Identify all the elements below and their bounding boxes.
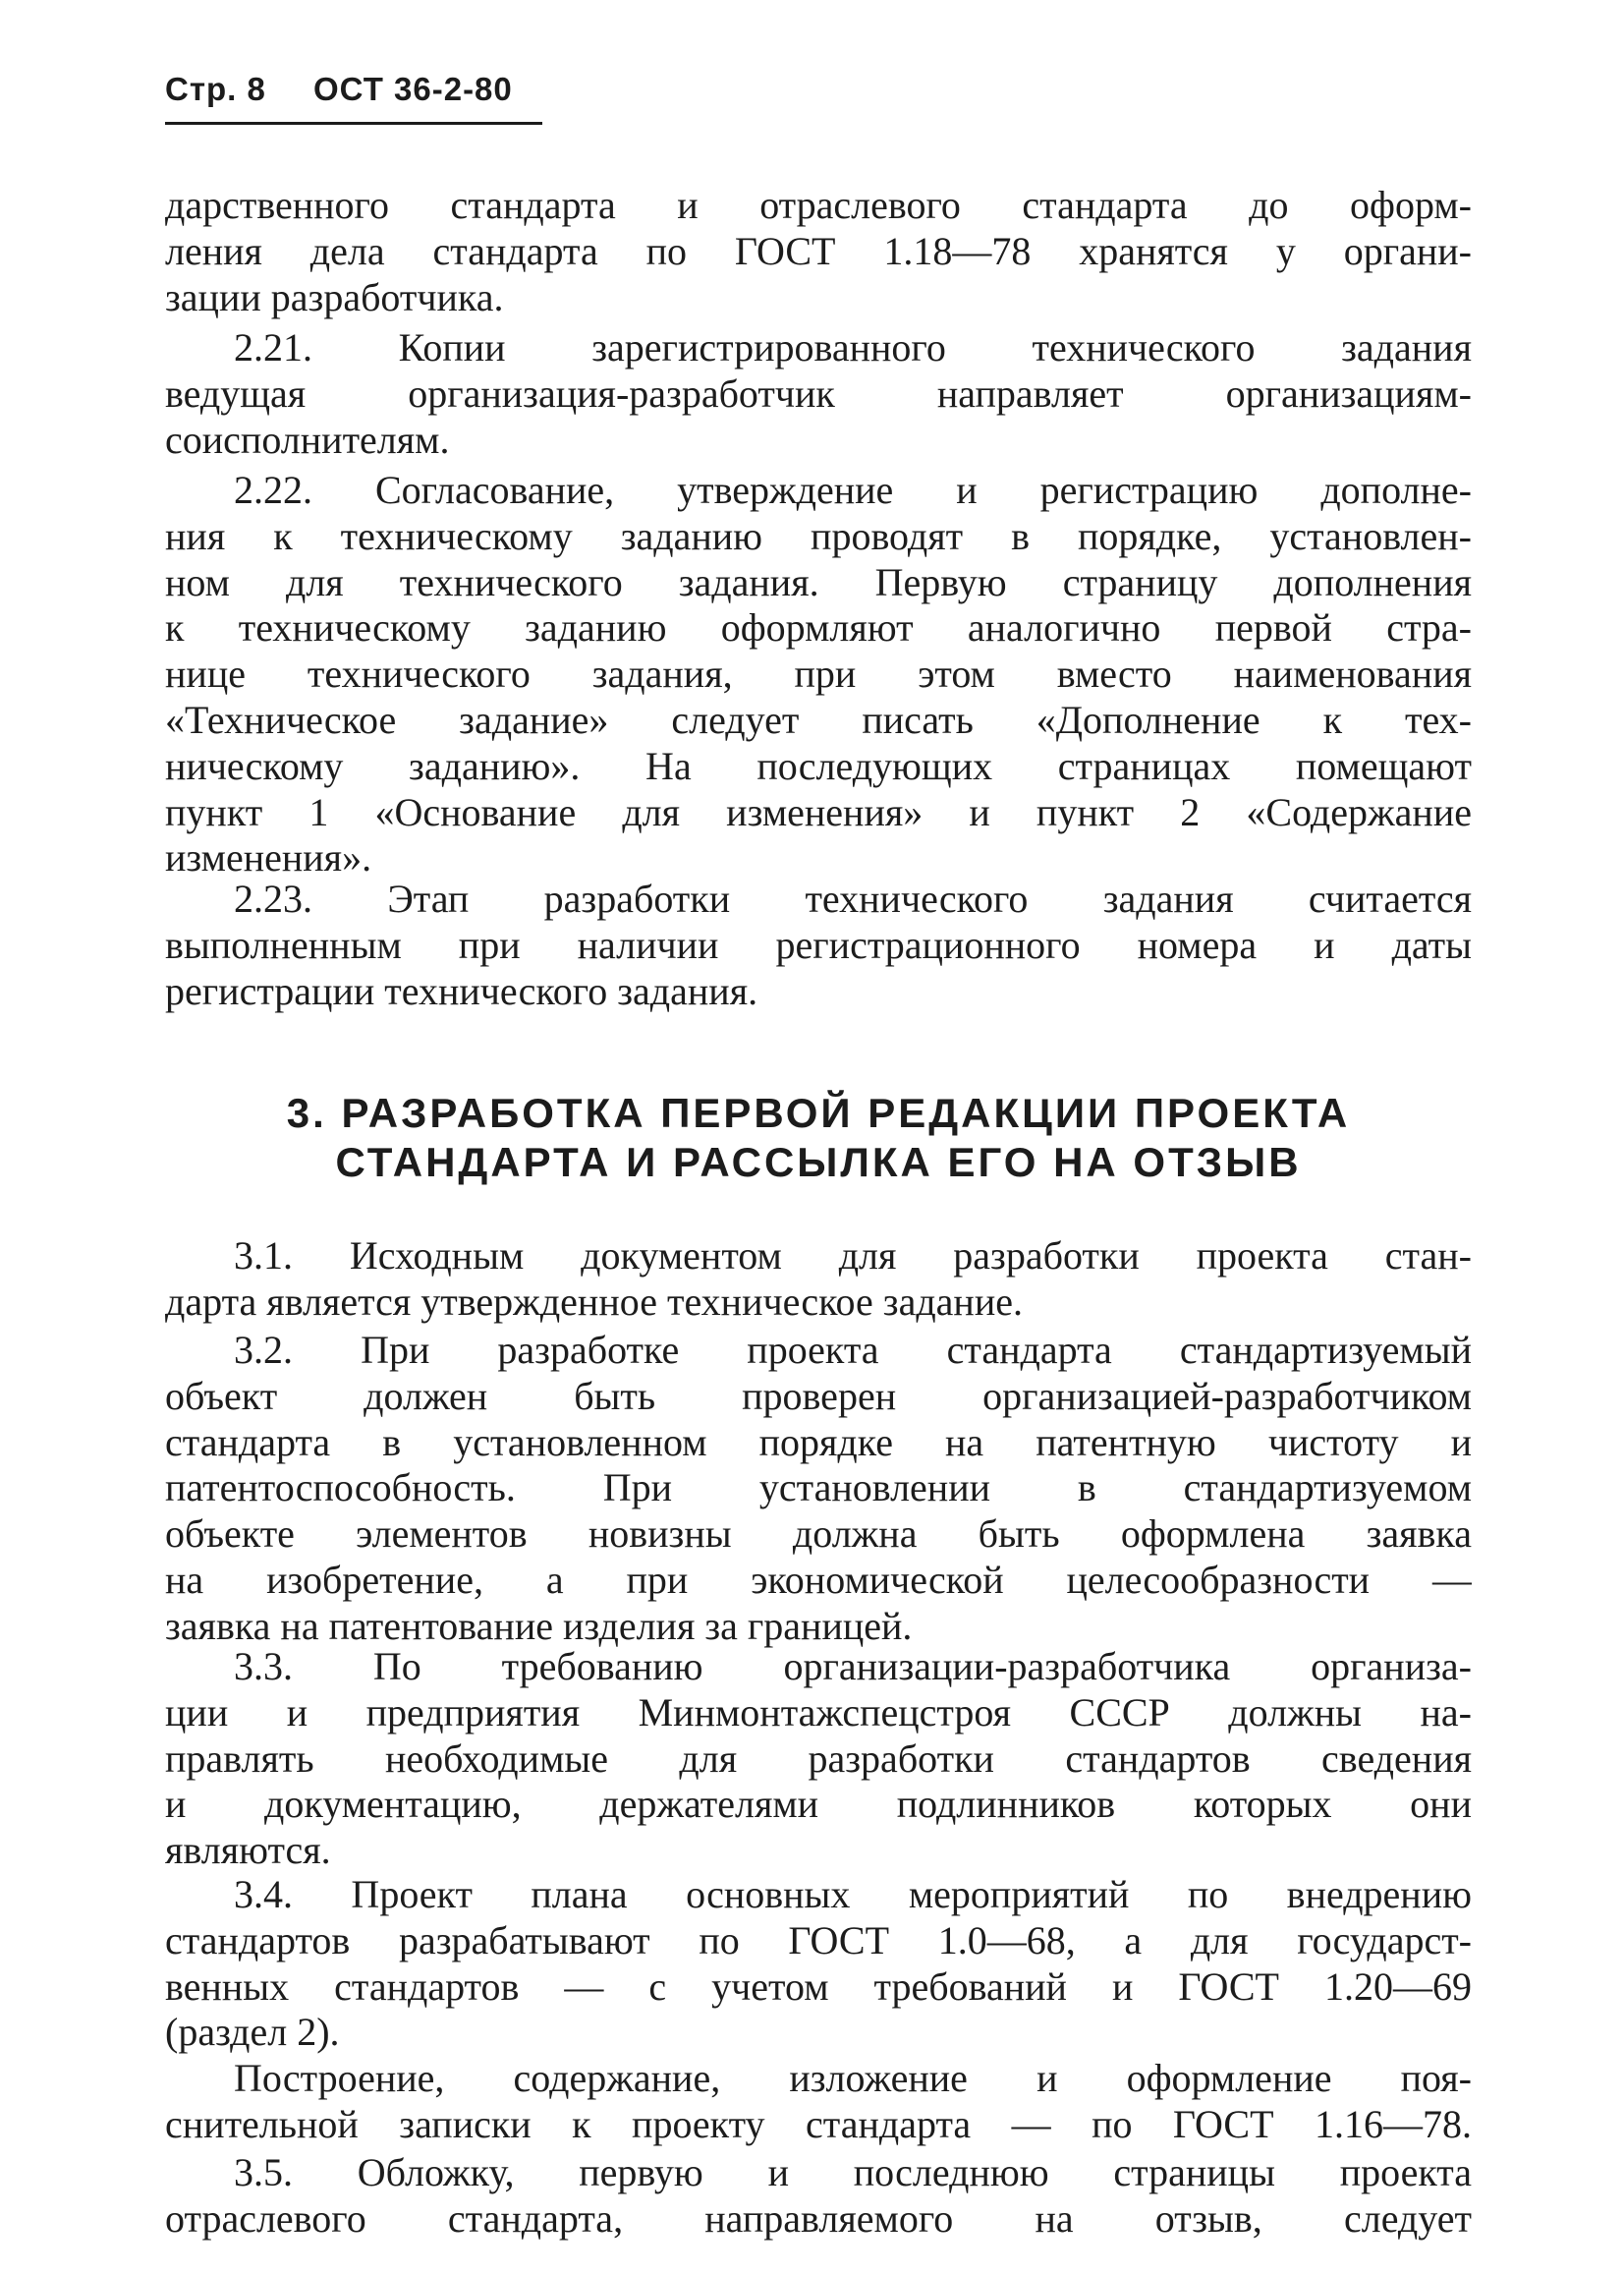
text-line: 2.23. Этап разработки технического задания считается bbox=[234, 877, 1472, 921]
text-line: ции и предприятия Минмонтажспецстроя СССР должны на- bbox=[165, 1689, 1472, 1734]
text-line: выполненным при наличии регистрационного номера и даты bbox=[165, 922, 1472, 967]
text-line: и документацию, держателями подлинников которых они bbox=[165, 1782, 1472, 1827]
clause-3-3 bbox=[165, 1644, 1472, 1874]
heading-line: СТАНДАРТА И РАССЫЛКА ЕГО НА ОТЗЫВ bbox=[335, 1139, 1302, 1185]
text-line: нице технического задания, при этом вместо наименования bbox=[165, 652, 1472, 697]
text-line: патентоспособность. При установлении в стандартизуемом bbox=[165, 1465, 1472, 1510]
text-line: 3.5. Обложку, первую и последнюю страницы проекта bbox=[234, 2150, 1472, 2194]
text-line: зации разработчика. bbox=[165, 274, 504, 319]
text-line: соисполнителям. bbox=[165, 417, 450, 462]
text-line: дарственного стандарта и отраслевого стандарта до оформ- bbox=[165, 183, 1472, 227]
text-line: ническому заданию». На последующих страницах помещают bbox=[165, 743, 1472, 788]
clause-2-23 bbox=[165, 877, 1472, 1014]
clause-2-22 bbox=[165, 468, 1472, 881]
text-line: изменения». bbox=[165, 835, 372, 881]
text-line: объект должен быть проверен организацией-разработчиком bbox=[165, 1373, 1472, 1418]
text-line: снительной записки к проекту стандарта — по ГОСТ 1.16—78. bbox=[165, 2101, 1472, 2146]
text-line: ведущая организация-разработчик направляет организациям- bbox=[165, 370, 1472, 416]
page-number: Стр. 8 bbox=[165, 71, 266, 107]
clause-3-4-note bbox=[165, 2056, 1472, 2148]
text-line: к техническому заданию оформляют аналогично первой стра- bbox=[165, 605, 1472, 651]
document-code: ОСТ 36-2-80 bbox=[313, 71, 513, 107]
section-3-heading bbox=[165, 1089, 1472, 1187]
text-line: 3.2. При разработке проекта стандарта стандартизуемый bbox=[234, 1328, 1472, 1372]
text-line: 2.22. Согласование, утверждение и регистрацию дополне- bbox=[234, 468, 1472, 512]
header-underline bbox=[165, 122, 542, 125]
text-line: Построение, содержание, изложение и оформление поя- bbox=[234, 2056, 1472, 2100]
text-line: венных стандартов — с учетом требований и ГОСТ 1.20—69 bbox=[165, 1963, 1472, 2009]
running-header bbox=[165, 71, 513, 108]
text-line: 2.21. Копии зарегистрированного технического задания bbox=[234, 325, 1472, 370]
clause-2-21 bbox=[165, 325, 1472, 463]
text-line: ния к техническому заданию проводят в порядке, установлен- bbox=[165, 513, 1472, 558]
text-line: 3.4. Проект плана основных мероприятий по внедрению bbox=[234, 1872, 1472, 1916]
text-line: «Техническое задание» следует писать «Дополнение к тех- bbox=[165, 697, 1472, 742]
clause-3-5 bbox=[165, 2150, 1472, 2243]
text-line: стандартов разрабатывают по ГОСТ 1.0—68, а для государст- bbox=[165, 1917, 1472, 1962]
text-line: дарта является утвержденное техническое задание. bbox=[165, 1279, 1023, 1324]
text-line: регистрации технического задания. bbox=[165, 968, 758, 1013]
text-line: на изобретение, а при экономической целесообразности — bbox=[165, 1557, 1472, 1602]
heading-line: 3. РАЗРАБОТКА ПЕРВОЙ РЕДАКЦИИ ПРОЕКТА bbox=[286, 1090, 1351, 1136]
text-line: заявка на патентование изделия за границей. bbox=[165, 1603, 913, 1648]
text-line: пункт 1 «Основание для изменения» и пункт 2 «Содержание bbox=[165, 789, 1472, 834]
text-line: стандарта в установленном порядке на патентную чистоту и bbox=[165, 1419, 1472, 1464]
text-line: ления дела стандарта по ГОСТ 1.18—78 хранятся у органи- bbox=[165, 228, 1472, 273]
text-line: 3.3. По требованию организации-разработчика организа- bbox=[234, 1644, 1472, 1688]
clause-3-2 bbox=[165, 1328, 1472, 1650]
paragraph-continuation bbox=[165, 183, 1472, 320]
clause-3-4 bbox=[165, 1872, 1472, 2056]
text-line: отраслевого стандарта, направляемого на отзыв, следует bbox=[165, 2195, 1472, 2241]
text-line: правлять необходимые для разработки стандартов сведения bbox=[165, 1735, 1472, 1781]
text-line: (раздел 2). bbox=[165, 2010, 340, 2055]
clause-3-1 bbox=[165, 1233, 1472, 1326]
text-line: объекте элементов новизны должна быть оформлена заявка bbox=[165, 1511, 1472, 1557]
text-line: являются. bbox=[165, 1828, 331, 1873]
text-line: 3.1. Исходным документом для разработки проекта стан- bbox=[234, 1233, 1472, 1278]
text-line: ном для технического задания. Первую страницу дополнения bbox=[165, 559, 1472, 604]
